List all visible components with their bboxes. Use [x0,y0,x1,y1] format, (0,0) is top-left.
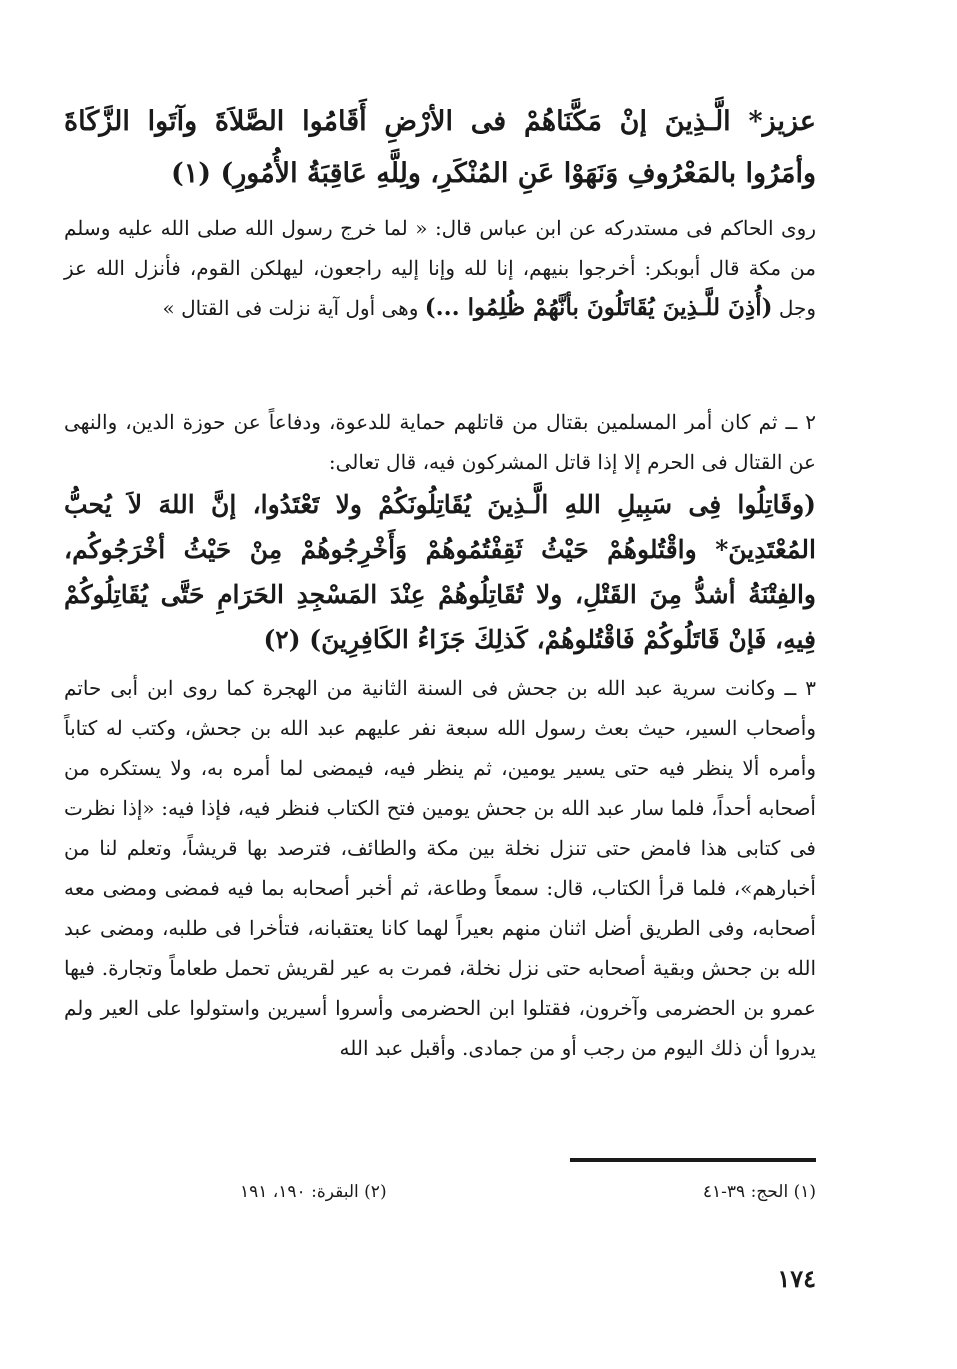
paragraph-2-intro: ٢ ــ ثم كان أمر المسلمين بقتال من قاتلهم حماية للدعوة، ودفاعاً عن حوزة الدين، والنهى عن القتال فى الحرم إلا إذا قاتل المشركون فيه، قال تعالى: [64,410,816,474]
paragraph-1-intro: روى الحاكم فى مستدركه عن ابن عباس قال: « لما خرج رسول الله صلى الله عليه وسلم من مكة قال أبوبكر: أخرجوا بنيهم، إنا لله وإنا إليه راجعون، ليهلكن القوم، فأنزل الله عز وجل [64,216,816,320]
paragraph-point-2 [64,402,816,662]
paragraph-1-outro: وهى أول آية نزلت فى القتال » [162,296,419,320]
quran-verse-block: (وقَاتِلُوا فِى سَبِيلِ اللهِ الَّـذِينَ يُقَاتِلُونَكُمْ ولا تَعْتَدُوا، إنَّ اللهَ لاَ يُحبُّ المُعْتَدِينَ* واقْتُلوهُمْ حَيْثُ ثَقِفْتُمُوهُمْ وَأَخْرِجُوهُمْ مِنْ حَيْثُ أخْرَجُوكُم، والفِتْنَةُ أشدُّ مِنَ القَتْلِ، ولا تُقَاتِلُوهُمْ عِنْدَ المَسْجِدِ الحَرَامِ حَتَّى يُقَاتِلُوكُمْ فِيهِ، فَإنْ قَاتَلُوكُمْ فَاقْتُلوهُمْ، كَذلِكَ جَزَاءُ الكَافِرِينَ) (٢) [64,490,816,654]
paragraph-point-3: ٣ ــ وكانت سرية عبد الله بن جحش فى السنة الثانية من الهجرة كما روى ابن أبى حاتم وأصحاب السير، حيث بعث رسول الله سبعة نفر عليهم عبد الله بن جحش، وكتب له كتاباً وأمره ألا ينظر فيه حتى يسير يومين، ثم ينظر فيه، فيمضى لما أمره به، ولا يستكره من أصحابه أحداً، فلما سار عبد الله بن جحش يومين فتح الكتاب فنظر فيه، فإذا فيه: «إذا نظرت فى كتابى هذا فامض حتى تنزل نخلة بين مكة والطائف، فترصد بها قريشاً، وتعلم لنا من أخبارهم»، فلما قرأ الكتاب، قال: سمعاً وطاعة، ثم أخبر أصحابه بما فيه فمضى ومضى معه أصحابه، وفى الطريق أضل اثنان منهم بعيراً لهما كانا يعتقبانه، فتأخرا فى طلبه، ومضى عبد الله بن جحش وبقية أصحابه حتى نزل نخلة، فمرت به عير لقريش تحمل طعاماً وتجارة. فيها عمرو بن الحضرمى وآخرون، فقتلوا ابن الحضرمى وأسروا أسيرين واستولوا على العير ولم يدروا أن ذلك اليوم من رجب أو من جمادى. وأقبل عبد الله [64,676,816,1060]
footnote-2: (٢) البقرة: ١٩٠، ١٩١ [240,1182,387,1202]
paragraph-hakim-narration [64,208,816,328]
page-number: ١٧٤ [777,1264,816,1293]
footnote-separator [570,1158,816,1162]
quran-verse-continuation: عزيز* الَّـذِينَ إنْ مَكَّنَاهُمْ فى الأرْضِ أَقَامُوا الصَّلاَةَ وآتَوا الزَّكَاةَ وأمَرُوا بالمَعْرُوفِ وَنَهَوْا عَنِ المُنْكَرِ، ولِلَّهِ عَاقِبَةُ الأُمُورِ) (١) [64,106,816,189]
footnote-1: (١) الحج: ٣٩-٤١ [702,1182,816,1202]
quran-verse-inline: (أُذِنَ للَّـذِينَ يُقَاتَلُونَ بأنَّهُمْ ظُلِمُوا ...) [424,294,773,321]
footnotes [240,1182,816,1202]
